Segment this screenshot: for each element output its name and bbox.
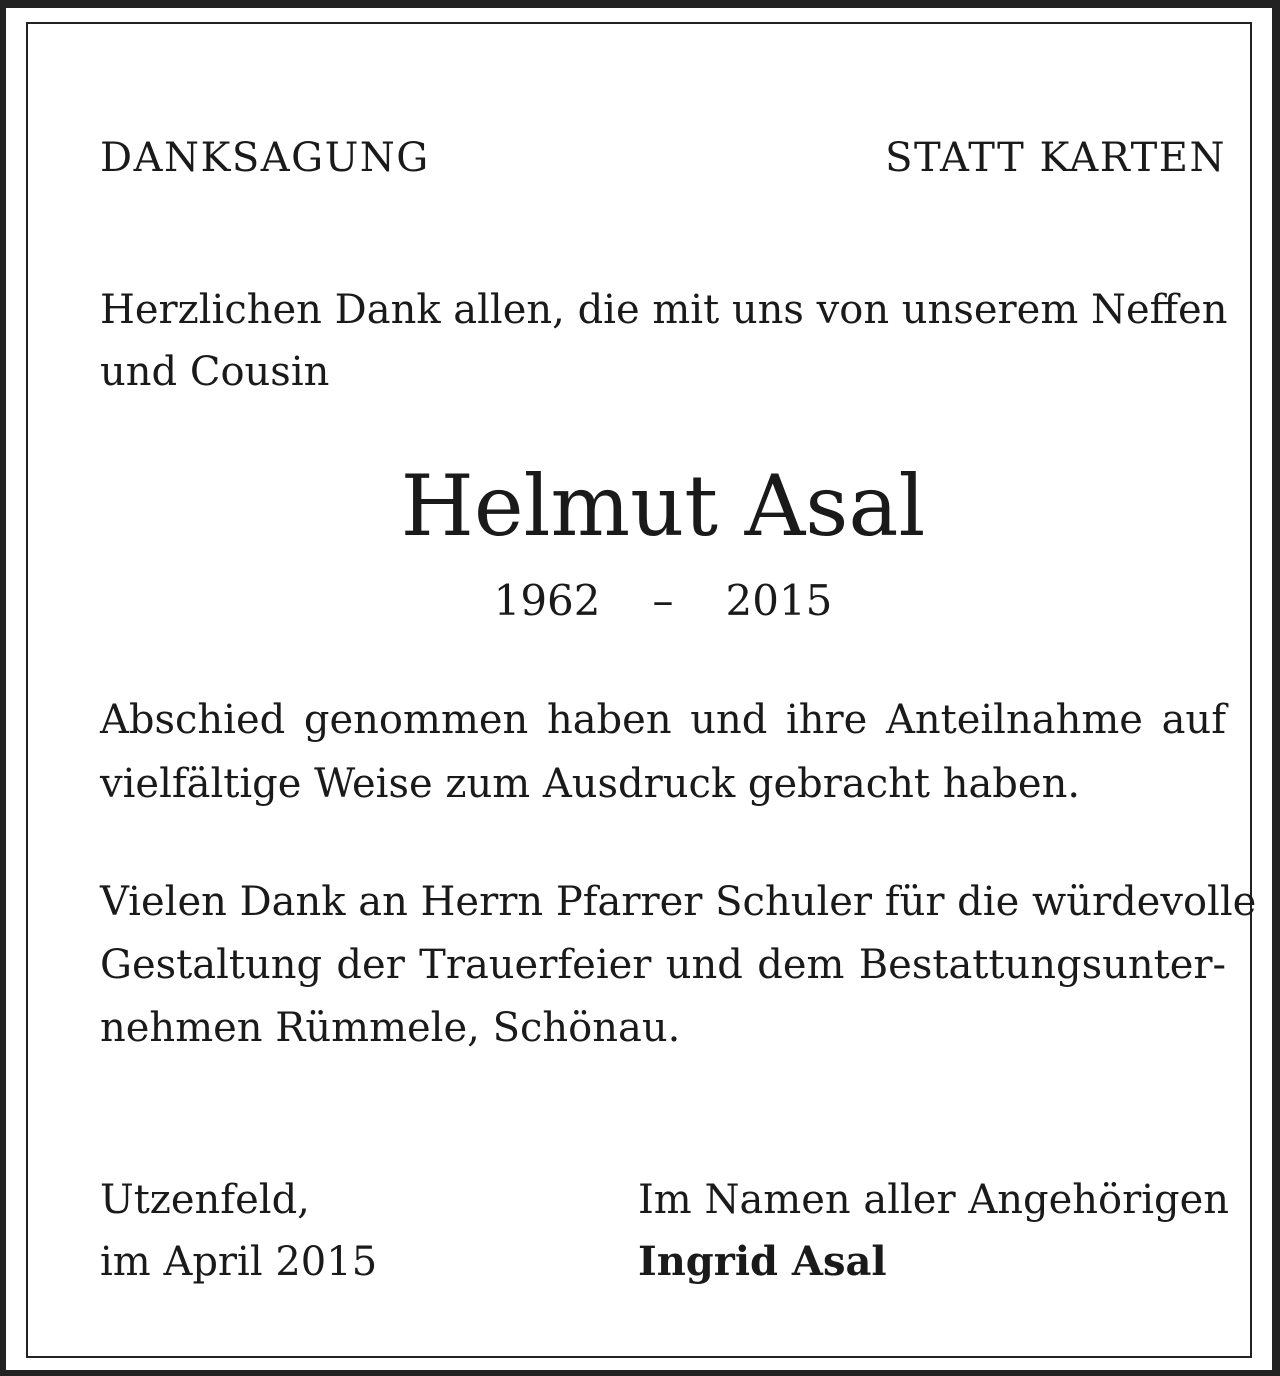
paragraph2-line-3: nehmen Rümmele, Schönau. (100, 1005, 681, 1051)
intro-line-2: und Cousin (100, 349, 330, 395)
footer-date: im April 2015 (100, 1239, 378, 1285)
footer-signer: Ingrid Asal (638, 1238, 887, 1285)
birth-year: 1962 (493, 576, 601, 625)
life-years (100, 576, 1226, 625)
death-year: 2015 (725, 576, 833, 625)
deceased-name: Helmut Asal (400, 457, 926, 555)
years-dash: – (652, 576, 674, 625)
notice-card (6, 8, 1272, 1370)
paragraph1-line-2: vielfältige Weise zum Ausdruck gebracht haben. (100, 761, 1081, 807)
header-title: DANKSAGUNG (100, 135, 430, 181)
footer-place: Utzenfeld, (100, 1177, 310, 1223)
intro-line-1: Herzlichen Dank allen, die mit uns von unserem Neffen (100, 287, 1228, 333)
header-subtitle: STATT KARTEN (885, 135, 1226, 181)
paragraph2-line-2: Gestaltung der Trauerfeier und dem Bestattungsunter- (100, 942, 1226, 988)
footer-on-behalf: Im Namen aller Angehörigen (638, 1177, 1230, 1223)
notice-border (26, 22, 1257, 1358)
paragraph2-line-1: Vielen Dank an Herrn Pfarrer Schuler für die würdevolle (100, 879, 1257, 925)
paragraph1-line-1: Abschied genommen haben und ihre Anteilnahme auf (100, 697, 1226, 743)
